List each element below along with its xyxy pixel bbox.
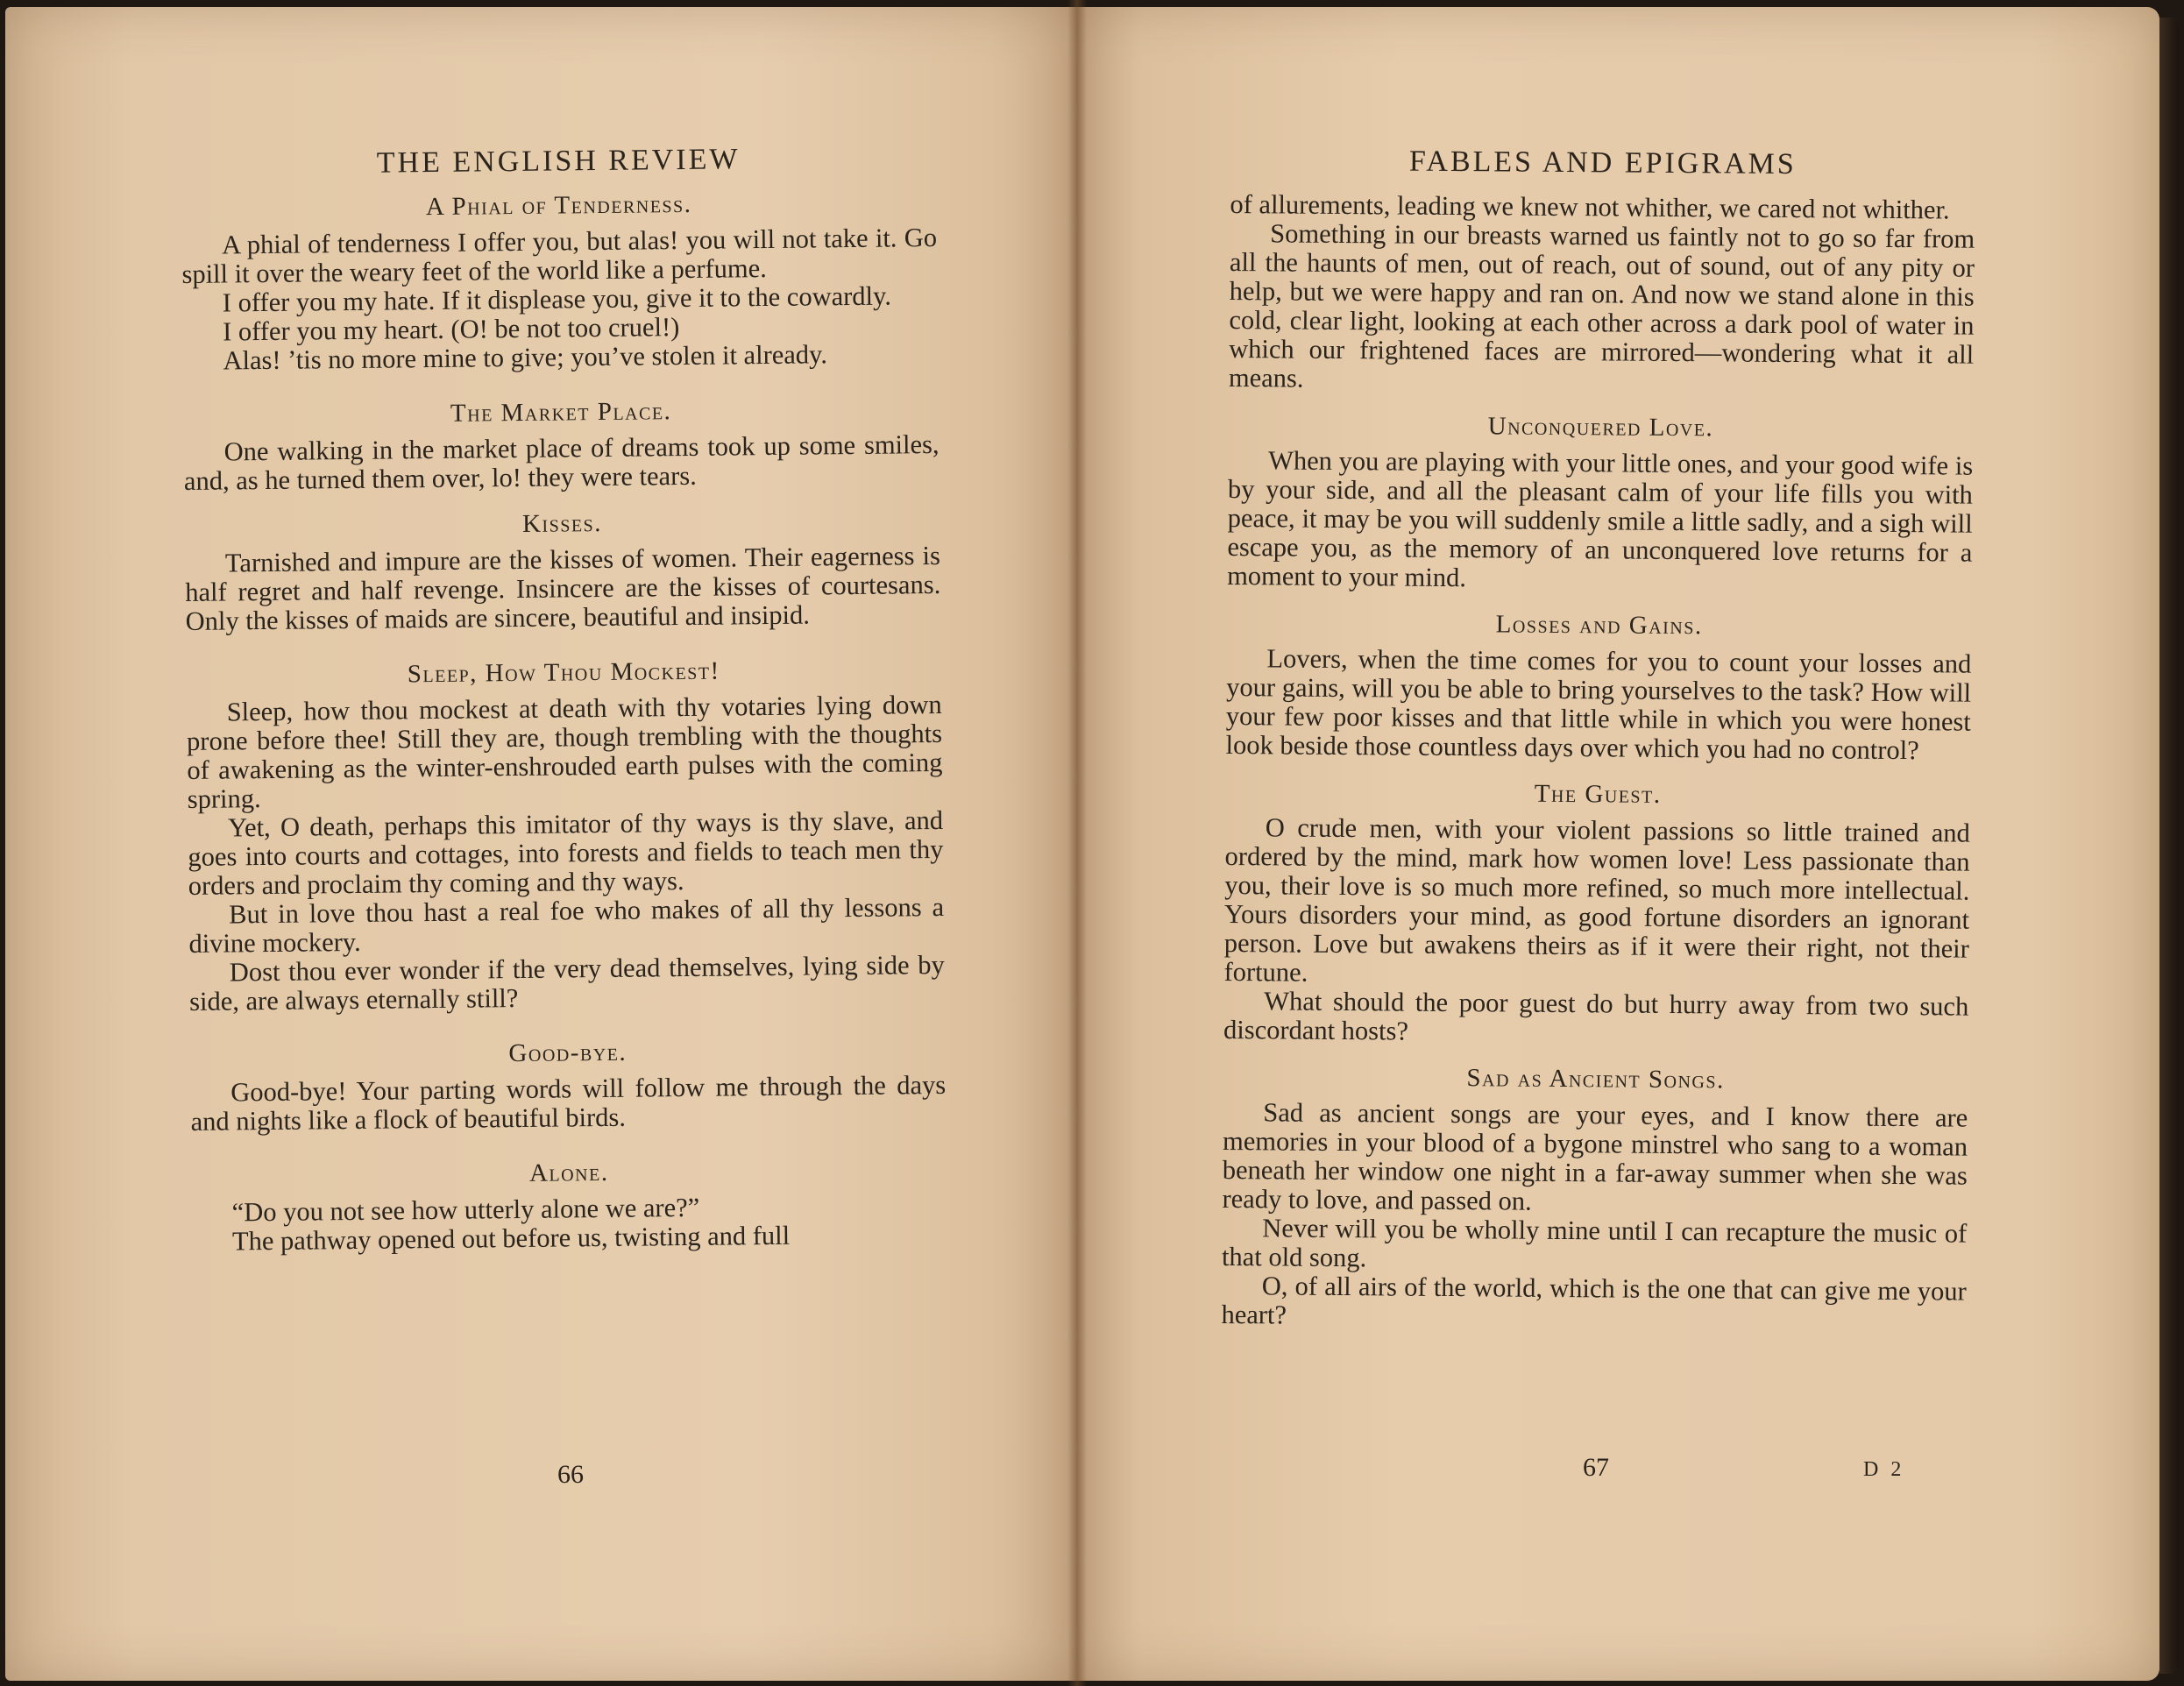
paragraph: But in love thou hast a real foe who makes of all thy lessons a divine mockery. <box>188 891 945 959</box>
paragraph: The pathway opened out before us, twisting and full <box>231 1220 791 1257</box>
paragraph: Alas! ’tis no more mine to give; you’ve stolen it already. <box>223 339 828 376</box>
right-text-column <box>1221 145 1975 1335</box>
paragraph: I offer you my heart. (O! be not too cruel!) <box>222 312 680 347</box>
section-heading: The Guest. <box>1534 779 1662 809</box>
running-head-right: FABLES AND EPIGRAMS <box>1408 145 1797 181</box>
section-heading: A Phial of Tenderness. <box>425 189 692 222</box>
paragraph: What should the poor guest do but hurry away from two such discordant hosts? <box>1223 986 1969 1046</box>
paragraph: Good-bye! Your parting words will follow me through the days and nights like a flock of beautiful birds. <box>190 1069 947 1137</box>
page-number-left: 66 <box>557 1460 584 1489</box>
page-edges <box>2159 18 2179 1674</box>
section-heading: Unconquered Love. <box>1487 412 1714 443</box>
paragraph: of allurements, leading we knew not whither, we cared not whither. <box>1230 188 1950 225</box>
section-heading: Sad as Ancient Songs. <box>1466 1064 1725 1094</box>
paragraph: Something in our breasts warned us faintly not to go so far from all the haunts of men, out of reach, out of sound, out of any pity or help, but we were happy and ran on. And now we stand alone in this cold, clear light, looking at each other across a dark pool of water in which our frightened faces are mirrored—wondering what it all means. <box>1228 218 1975 393</box>
paragraph: When you are playing with your little ones, and your good wife is by your side, and all the pleasant calm of your life fills you with peace, it may be you will suddenly smile a little sadly, and a sigh will escape you, as the memory of an unconquered love returns for a moment to your mind. <box>1227 445 1974 593</box>
paragraph: Lovers, when the time comes for you to count your losses and your gains, will you be able to bring yourselves to the task? How will your few poor kisses and that little while in which you were honest look beside those countless days over which you had no control? <box>1225 643 1972 766</box>
paragraph: “Do you not see how utterly alone we are?” <box>231 1192 700 1228</box>
section-heading: Losses and Gains. <box>1495 610 1703 641</box>
paragraph: Yet, O death, perhaps this imitator of thy ways is thy slave, and goes into courts and cottages, into forests and fields to teach men thy orders and proclaim thy coming and thy ways. <box>188 804 944 901</box>
section-heading: Kisses. <box>521 508 603 538</box>
paragraph: O, of all airs of the world, which is the one that can give me your heart? <box>1221 1271 1967 1330</box>
paragraph: Never will you be wholly mine until I can recapture the music of that old song. <box>1221 1213 1968 1273</box>
running-head-left: THE ENGLISH REVIEW <box>376 143 741 180</box>
paragraph: I offer you my hate. If it displease you, give it to the cowardly. <box>222 280 892 318</box>
paragraph: Sad as ancient songs are your eyes, and I know there are memories in your blood of a bygone minstrel who sang to a woman beneath her window one night in a far-away summer when she was ready to love, and passed on. <box>1222 1097 1968 1216</box>
signature-mark: D 2 <box>1863 1458 1905 1481</box>
paragraph: Sleep, how thou mockest at death with thy votaries lying down prone before thee! Still they are, though trembling with the thoughts of awakening as the winter-enshrouded earth pulses with the coming spring. <box>186 689 943 814</box>
gutter-shadow <box>1067 0 1087 1686</box>
section-heading: Sleep, How Thou Mockest! <box>407 656 720 689</box>
paragraph: O crude men, with your violent passions so little trained and ordered by the mind, mark how women love! Less passionate than you, their love is so much more refined, so much more intellectual. Yours disorders your mind, as good fortune disorders an ignorant person. Love but awakens theirs as if it were their right, not their fortune. <box>1223 812 1970 988</box>
section-heading: Alone. <box>528 1158 609 1187</box>
paragraph: Tarnished and impure are the kisses of women. Their eagerness is half regret and half revenge. Insincere are the kisses of courtesans. Only the kisses of maids are sincere, beautiful and insipid. <box>185 540 941 636</box>
paragraph: A phial of tenderness I offer you, but alas! you will not take it. Go spill it over the weary feet of the world like a perfume. <box>181 222 938 289</box>
page-number-right: 67 <box>1583 1453 1609 1482</box>
left-text-column <box>181 143 947 1257</box>
section-heading: The Market Place. <box>450 397 672 428</box>
paragraph: Dost thou ever wonder if the very dead themselves, lying side by side, are always eternally still? <box>188 949 945 1017</box>
paragraph: One walking in the market place of dreams took up some smiles, and, as he turned them over, lo! they were tears. <box>183 429 940 496</box>
section-heading: Good-bye. <box>508 1038 628 1068</box>
